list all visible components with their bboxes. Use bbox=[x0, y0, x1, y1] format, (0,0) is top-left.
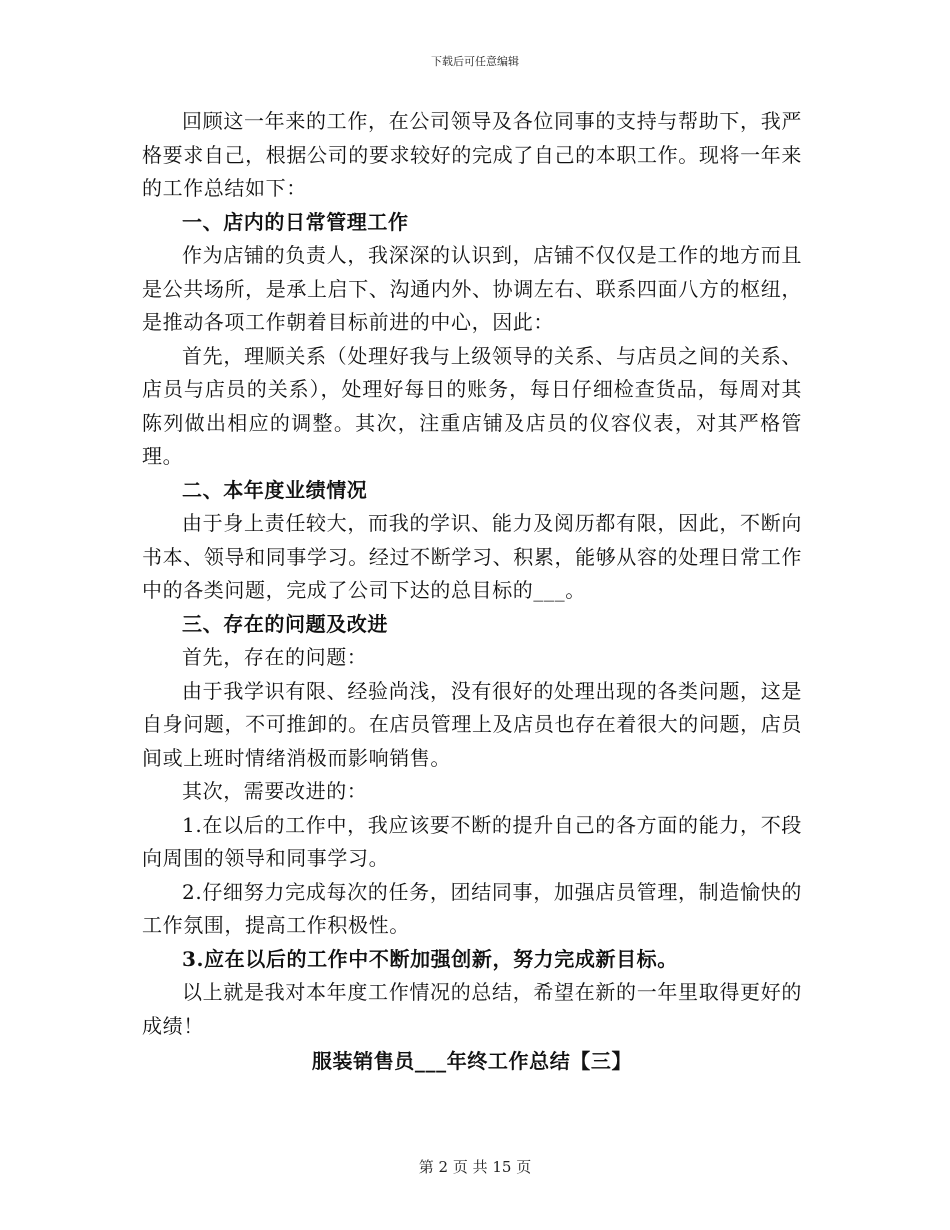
paragraph-problems: 由于我学识有限、经验尚浅，没有很好的处理出现的各类问题，这是自身问题，不可推卸的。在店员管理上及店员也存在着很大的问题，店员间或上班时情绪消极而影响销售。 bbox=[142, 678, 802, 770]
paragraph-performance: 由于身上责任较大，而我的学识、能力及阅历都有限，因此，不断向书本、领导和同事学习。经过不断学习、积累，能够从容的处理日常工作中的各类问题，完成了公司下达的总目标的___。 bbox=[142, 511, 802, 602]
section-heading-problems: 三、存在的问题及改进 bbox=[182, 611, 388, 636]
document-section-title: 服装销售员___年终工作总结【三】 bbox=[311, 1049, 633, 1073]
section-heading-daily-management: 一、店内的日常管理工作 bbox=[182, 209, 409, 234]
paragraph-relationships: 首先，理顺关系（处理好我与上级领导的关系、与店员之间的关系、店员与店员的关系），处理好每日的账务，每日仔细检查货品，每周对其陈列做出相应的调整。其次，注重店铺及店员的仪容仪表，对其严格管理。 bbox=[142, 343, 802, 468]
paragraph-improvements-intro: 其次，需要改进的： bbox=[182, 779, 368, 803]
document-body bbox=[142, 105, 802, 1079]
paragraph-intro: 回顾这一年来的工作，在公司领导及各位同事的支持与帮助下，我严格要求自己，根据公司的要求较好的完成了自己的本职工作。现将一年来的工作总结如下： bbox=[142, 109, 802, 200]
page-header: 下载后可任意编辑 bbox=[431, 55, 519, 68]
paragraph-conclusion: 以上就是我对本年度工作情况的总结，希望在新的一年里取得更好的成绩！ bbox=[142, 980, 802, 1038]
list-item-improvement-3: 3.应在以后的工作中不断加强创新，努力完成新目标。 bbox=[182, 946, 678, 971]
list-item-improvement-1: 1.在以后的工作中，我应该要不断的提升自己的各方面的能力，不段向周围的领导和同事学习。 bbox=[142, 812, 802, 870]
page-number: 第 2 页 共 15 页 bbox=[418, 1158, 532, 1176]
section-heading-performance: 二、本年度业绩情况 bbox=[182, 477, 368, 502]
paragraph-store-role: 作为店铺的负责人，我深深的认识到，店铺不仅仅是工作的地方而且是公共场所，是承上启下、沟通内外、协调左右、联系四面八方的枢纽，是推动各项工作朝着目标前进的中心，因此： bbox=[142, 243, 802, 334]
list-item-improvement-2: 2.仔细努力完成每次的任务，团结同事，加强店员管理，制造愉快的工作氛围，提高工作积极性。 bbox=[142, 879, 802, 937]
paragraph-problems-intro: 首先，存在的问题： bbox=[182, 645, 368, 669]
